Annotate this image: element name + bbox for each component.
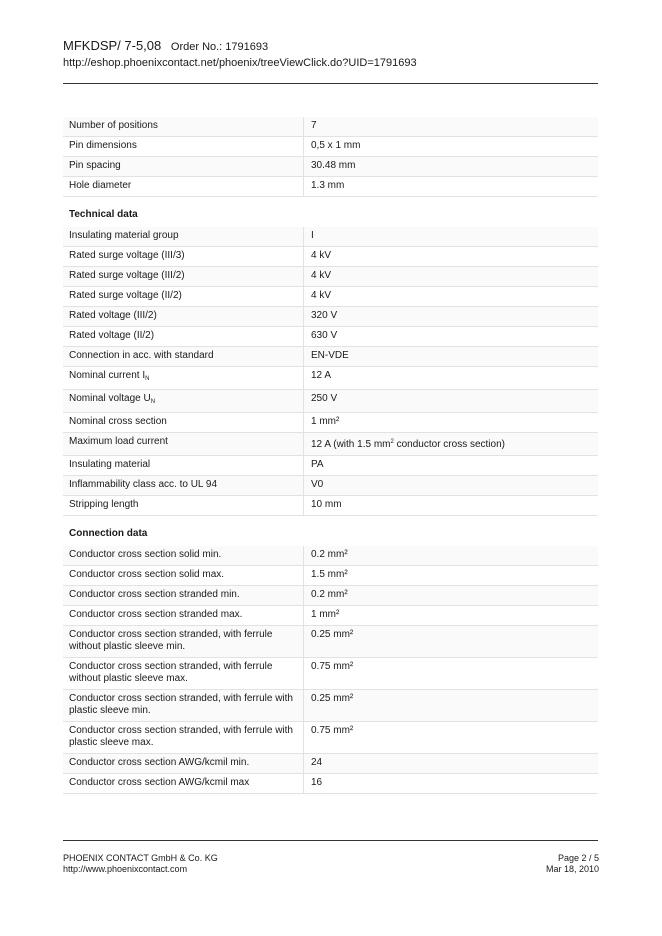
spec-label-text: Nominal current I	[69, 370, 146, 381]
product-url[interactable]: http://eshop.phoenixcontact.net/phoenix/treeViewClick.do?UID=1791693	[63, 57, 417, 69]
spec-label-text: Conductor cross section stranded, with ferrule without plastic sleeve min.	[69, 629, 273, 652]
spec-value-text: 320 V	[311, 310, 338, 321]
spec-label-text: Conductor cross section stranded, with ferrule with plastic sleeve min.	[69, 693, 293, 716]
spec-label-text: Conductor cross section stranded min.	[69, 589, 240, 600]
table-row	[63, 566, 598, 586]
table-row	[63, 546, 598, 566]
footer-left	[63, 853, 218, 875]
footer-page-number: Page 2 / 5	[557, 853, 599, 863]
table-row	[63, 433, 598, 456]
spec-label	[63, 722, 304, 753]
spec-value-text: I	[311, 230, 314, 241]
spec-value	[304, 433, 598, 455]
table-row	[63, 137, 598, 157]
spec-label	[63, 177, 304, 196]
table-row	[63, 496, 598, 516]
spec-label-text: Nominal cross section	[69, 416, 167, 427]
spec-value	[304, 546, 598, 565]
spec-label	[63, 626, 304, 657]
spec-value-text: 7	[311, 120, 317, 131]
spec-label	[63, 367, 304, 389]
spec-label-text: Pin dimensions	[69, 140, 137, 151]
spec-label	[63, 137, 304, 156]
footer-right	[546, 853, 599, 875]
spec-value-text: 0,5 x 1 mm	[311, 140, 361, 151]
spec-label	[63, 690, 304, 721]
spec-value	[304, 754, 598, 773]
spec-label-text: Conductor cross section AWG/kcmil max	[69, 777, 250, 788]
spec-label	[63, 307, 304, 326]
spec-label	[63, 347, 304, 366]
table-row	[63, 157, 598, 177]
spec-value-text: 1 mm²	[311, 609, 340, 620]
spec-label-text: Pin spacing	[69, 160, 121, 171]
spec-value	[304, 157, 598, 176]
spec-value-text: 0.25 mm²	[311, 629, 354, 640]
table-row	[63, 227, 598, 247]
spec-label	[63, 287, 304, 306]
table-row	[63, 606, 598, 626]
spec-label	[63, 390, 304, 412]
spec-value-text: EN-VDE	[311, 350, 349, 361]
spec-label	[63, 754, 304, 773]
table-row	[63, 267, 598, 287]
footer-website[interactable]: http://www.phoenixcontact.com	[63, 864, 188, 874]
spec-label-text: Number of positions	[69, 120, 158, 131]
spec-value-text: 0.2 mm²	[311, 549, 348, 560]
table-row	[63, 626, 598, 658]
spec-value-text: 12 A	[311, 370, 332, 381]
spec-rows	[63, 227, 598, 516]
table-row	[63, 287, 598, 307]
spec-label-text: Insulating material group	[69, 230, 179, 241]
spec-value	[304, 177, 598, 196]
spec-value-text: 12 A (with 1.5 mm	[311, 439, 391, 450]
spec-value-suffix: conductor cross section)	[393, 439, 505, 450]
spec-label	[63, 433, 304, 455]
page-header	[63, 38, 599, 70]
spec-value	[304, 566, 598, 585]
spec-value	[304, 626, 598, 657]
table-row	[63, 413, 598, 433]
spec-value-text: 30.48 mm	[311, 160, 356, 171]
spec-value	[304, 267, 598, 286]
spec-label	[63, 606, 304, 625]
spec-label-text: Nominal voltage U	[69, 393, 151, 404]
spec-value-text: 4 kV	[311, 250, 332, 261]
spec-label	[63, 586, 304, 605]
spec-value	[304, 390, 598, 412]
spec-value	[304, 606, 598, 625]
spec-value	[304, 287, 598, 306]
spec-label	[63, 413, 304, 432]
spec-value	[304, 413, 598, 432]
spec-rows	[63, 546, 598, 794]
table-row	[63, 456, 598, 476]
spec-label-text: Rated voltage (III/2)	[69, 310, 157, 321]
section-heading: Connection data	[69, 528, 148, 539]
spec-value-text: 0.2 mm²	[311, 589, 348, 600]
table-row	[63, 754, 598, 774]
spec-value	[304, 722, 598, 753]
spec-label-text: Insulating material	[69, 459, 151, 470]
spec-value	[304, 227, 598, 246]
spec-value	[304, 476, 598, 495]
table-row	[63, 367, 598, 390]
spec-value-text: 630 V	[311, 330, 338, 341]
spec-label-text: Conductor cross section stranded max.	[69, 609, 243, 620]
table-row	[63, 117, 598, 137]
spec-value-text: 1.3 mm	[311, 180, 345, 191]
spec-label	[63, 546, 304, 565]
spec-label-text: Hole diameter	[69, 180, 132, 191]
table-row	[63, 177, 598, 197]
spec-value	[304, 367, 598, 389]
spec-label-text: Conductor cross section stranded, with ferrule with plastic sleeve max.	[69, 725, 293, 748]
spec-label-text: Rated surge voltage (II/2)	[69, 290, 182, 301]
spec-value-text: 250 V	[311, 393, 338, 404]
spec-value-text: 10 mm	[311, 499, 342, 510]
spec-label-subscript: N	[150, 399, 156, 405]
spec-value	[304, 327, 598, 346]
spec-value	[304, 690, 598, 721]
spec-label-subscript: N	[145, 376, 150, 382]
spec-label-text: Rated surge voltage (III/3)	[69, 250, 185, 261]
spec-value-superscript: 2	[390, 439, 394, 445]
spec-value-text: 0.75 mm²	[311, 725, 354, 736]
spec-value-text: 16	[311, 777, 323, 788]
spec-rows	[63, 117, 598, 197]
spec-value-text: 1.5 mm²	[311, 569, 348, 580]
spec-value	[304, 774, 598, 793]
spec-value-text: 1 mm²	[311, 416, 340, 427]
footer-date: Mar 18, 2010	[545, 864, 599, 874]
spec-label	[63, 566, 304, 585]
spec-label-text: Conductor cross section stranded, with ferrule without plastic sleeve max.	[69, 661, 273, 684]
spec-value-text: V0	[311, 479, 324, 490]
table-row	[63, 390, 598, 413]
spec-label-text: Rated voltage (II/2)	[69, 330, 155, 341]
spec-label	[63, 117, 304, 136]
spec-label	[63, 496, 304, 515]
spec-value	[304, 307, 598, 326]
spec-group	[63, 197, 598, 516]
spec-value	[304, 658, 598, 689]
spec-value-text: 4 kV	[311, 290, 332, 301]
spec-label-text: Rated surge voltage (III/2)	[69, 270, 185, 281]
spec-label-text: Stripping length	[69, 499, 139, 510]
spec-value-text: 24	[311, 757, 323, 768]
spec-value	[304, 347, 598, 366]
spec-label-text: Connection in acc. with standard	[69, 350, 214, 361]
spec-label-text: Maximum load current	[69, 436, 168, 447]
spec-value-text: 0.25 mm²	[311, 693, 354, 704]
table-row	[63, 247, 598, 267]
spec-label-text: Conductor cross section solid max.	[69, 569, 225, 580]
spec-content	[63, 117, 598, 794]
table-row	[63, 586, 598, 606]
table-row	[63, 774, 598, 794]
spec-group	[63, 117, 598, 197]
section-heading: Technical data	[69, 209, 138, 220]
spec-value-text: 0.75 mm²	[311, 661, 354, 672]
spec-label	[63, 267, 304, 286]
spec-value	[304, 496, 598, 515]
table-row	[63, 307, 598, 327]
spec-group	[63, 516, 598, 794]
table-row	[63, 327, 598, 347]
spec-value-text: PA	[311, 459, 324, 470]
spec-label	[63, 227, 304, 246]
table-row	[63, 476, 598, 496]
table-row	[63, 690, 598, 722]
table-row	[63, 658, 598, 690]
product-title: MFKDSP/ 7-5,08	[63, 38, 162, 53]
spec-label	[63, 456, 304, 475]
header-divider	[63, 83, 598, 84]
spec-value	[304, 247, 598, 266]
spec-value	[304, 456, 598, 475]
order-number: Order No.: 1791693	[170, 41, 269, 53]
table-row	[63, 347, 598, 367]
spec-label	[63, 658, 304, 689]
spec-value	[304, 137, 598, 156]
spec-value-text: 4 kV	[311, 270, 332, 281]
spec-value	[304, 586, 598, 605]
spec-label	[63, 774, 304, 793]
footer-divider	[63, 840, 598, 841]
table-row	[63, 722, 598, 754]
footer-company: PHOENIX CONTACT GmbH & Co. KG	[63, 853, 218, 863]
spec-label	[63, 247, 304, 266]
spec-label-text: Conductor cross section solid min.	[69, 549, 222, 560]
title-line	[63, 38, 599, 55]
spec-value	[304, 117, 598, 136]
spec-label-text: Conductor cross section AWG/kcmil min.	[69, 757, 250, 768]
spec-label-text: Inflammability class acc. to UL 94	[69, 479, 218, 490]
spec-label	[63, 157, 304, 176]
spec-label	[63, 327, 304, 346]
spec-label	[63, 476, 304, 495]
